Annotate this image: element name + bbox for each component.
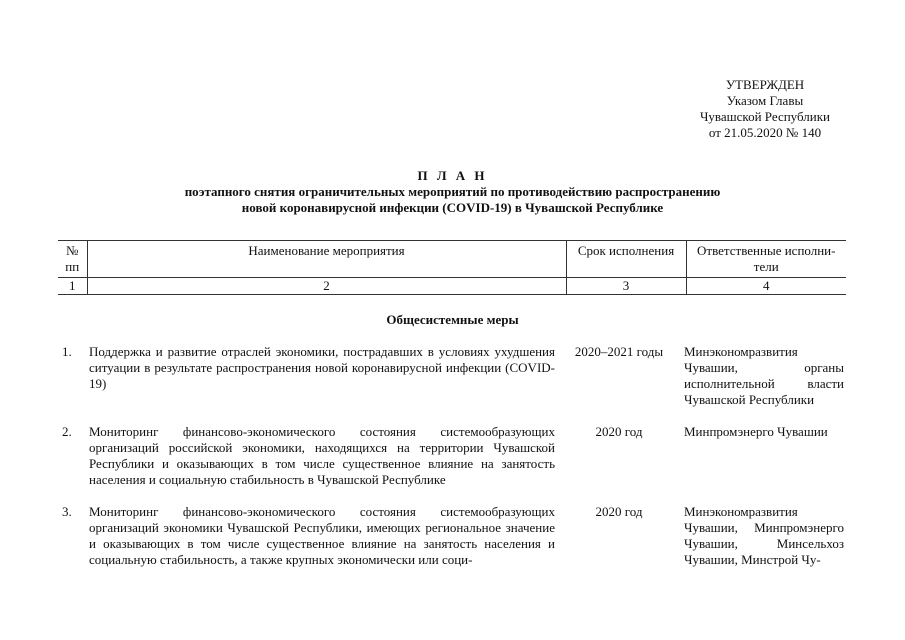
header-responsible bbox=[686, 241, 846, 278]
approval-date: от 21.05.2020 № 140 bbox=[708, 125, 822, 140]
header-responsible-l1: Ответственные исполни- bbox=[697, 243, 836, 258]
row-responsible: Минэкономразвития Чувашии, органы исполнительной власти Чувашской Республики bbox=[684, 344, 844, 407]
col-number-2: 2 bbox=[87, 278, 566, 295]
row-responsible: Минпромэнерго Чувашии bbox=[684, 424, 828, 439]
header-deadline: Срок исполнения bbox=[566, 241, 686, 278]
row-measure: Поддержка и развитие отраслей экономики, пострадавших в условиях ухудшения ситуации в результате распространения новой коронавирусной инфекции (COVID-19) bbox=[89, 344, 555, 391]
header-measure-name: Наименование мероприятия bbox=[87, 241, 566, 278]
col-number-3: 3 bbox=[566, 278, 686, 295]
col-number-1: 1 bbox=[58, 278, 87, 295]
section-title: Общесистемные меры bbox=[386, 312, 519, 327]
row-responsible: Минэкономразвития Чувашии, Минпромэнерго Чувашии, Минсельхоз Чувашии, Минстрой Чу- bbox=[684, 504, 844, 567]
document-title bbox=[0, 168, 905, 216]
plan-title: П Л А Н bbox=[417, 168, 488, 183]
row-number: 3. bbox=[62, 504, 72, 519]
header-responsible-l2: тели bbox=[753, 259, 779, 274]
table-number-row bbox=[58, 278, 846, 295]
plan-subtitle-line1: поэтапного снятия ограничительных мероприятий по противодействию распространению bbox=[184, 184, 721, 199]
approval-label: УТВЕРЖДЕН bbox=[725, 77, 805, 92]
row-number: 1. bbox=[62, 344, 72, 359]
row-deadline: 2020–2021 годы bbox=[574, 344, 664, 359]
plan-table-header bbox=[58, 240, 846, 295]
row-deadline: 2020 год bbox=[595, 504, 643, 519]
row-measure: Мониторинг финансово-экономического состояния системообразующих организаций экономики Чувашской Республики, имеющих региональное значение и оказывающих в том числе существенное влияние на занятость населения и социальную стабильность, а также крупных экономически или соци- bbox=[89, 504, 555, 567]
row-deadline: 2020 год bbox=[595, 424, 643, 439]
row-measure: Мониторинг финансово-экономического состояния системообразующих организаций российской экономики, находящихся на территории Чувашской Республики и оказывающих в том числе существенное влияние на занятость населения и социальную стабильность в Чувашской Республике bbox=[89, 424, 555, 487]
header-number: № пп bbox=[58, 241, 87, 278]
row-number: 2. bbox=[62, 424, 72, 439]
table-header-row bbox=[58, 241, 846, 278]
plan-subtitle-line2: новой коронавирусной инфекции (COVID-19) в Чувашской Республике bbox=[241, 200, 664, 215]
approval-decree: Указом Главы bbox=[726, 93, 804, 108]
approval-stamp bbox=[690, 77, 840, 141]
approval-republic: Чувашской Республики bbox=[699, 109, 831, 124]
col-number-4: 4 bbox=[686, 278, 846, 295]
